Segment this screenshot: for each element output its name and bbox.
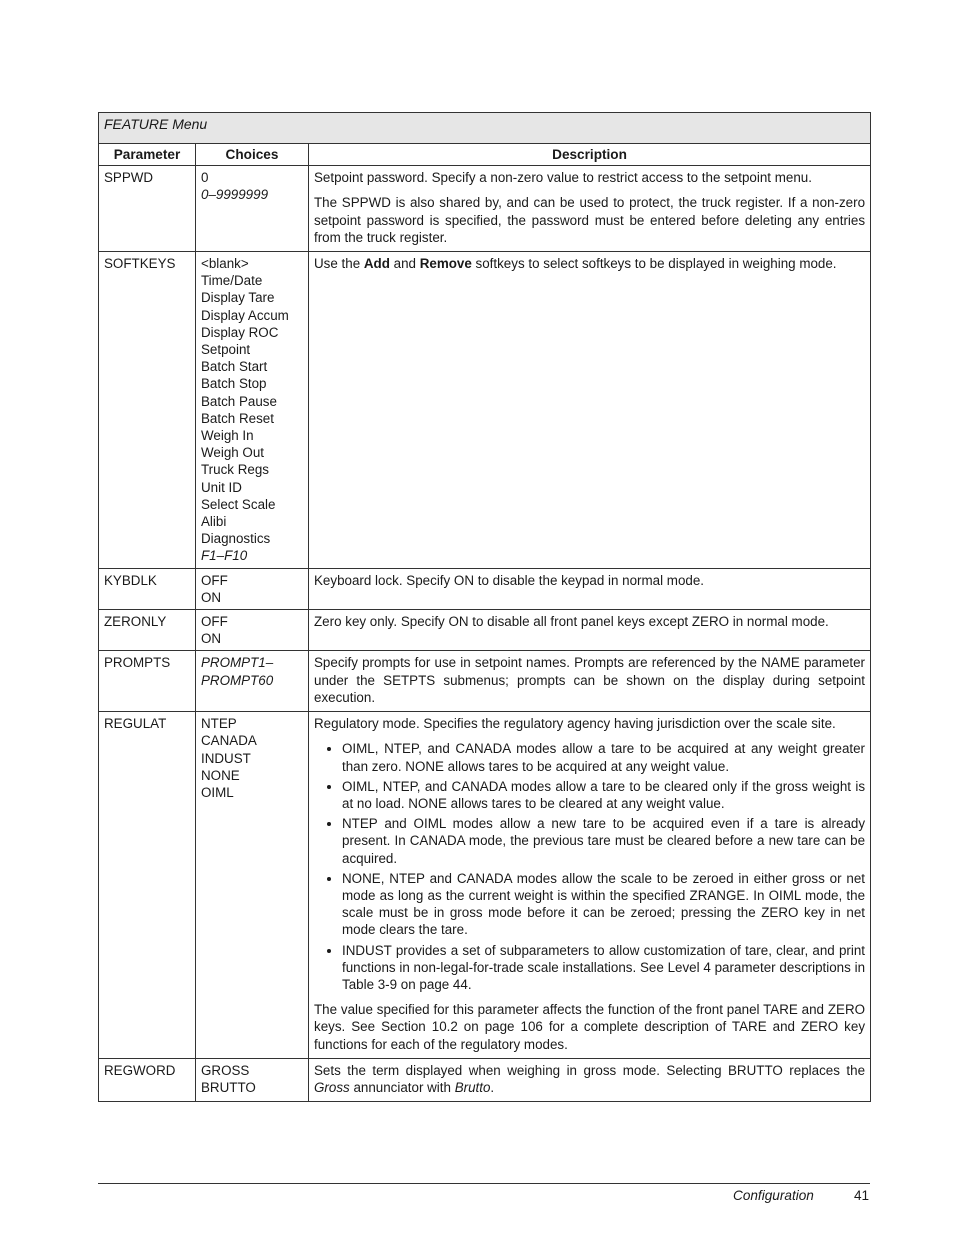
softkey-name: Add xyxy=(363,256,390,272)
parameter-cell: SPPWD xyxy=(99,166,196,252)
choice-value: Truck Regs xyxy=(201,462,269,478)
description-paragraph xyxy=(314,194,865,246)
description-text: Setpoint password. Specify a non-zero value to restrict access to the setpoint menu. xyxy=(314,170,812,186)
description-text: Sets the term displayed when weighing in gross mode. Selecting BRUTTO replaces the xyxy=(314,1062,866,1078)
description-text: and xyxy=(389,256,420,272)
parameter-cell: REGULAT xyxy=(99,712,196,1059)
description-text: The SPPWD is also shared by, and can be used to protect, the truck register. If a non-zero setpoint password is specified, the password must be entered before deleting any entries from the truck register. xyxy=(314,195,866,245)
parameter-cell: SOFTKEYS xyxy=(99,252,196,569)
choice-value: NONE xyxy=(201,767,240,783)
bullet-item: • OIML, NTEP, and CANADA modes allow a tare to be cleared only if the gross weight is at no load. NONE allows tares to be cleared at any weight value. xyxy=(342,778,865,812)
description-cell xyxy=(309,651,871,712)
choices-cell xyxy=(196,1058,309,1101)
column-header-description: Description xyxy=(309,144,871,166)
choice-value: INDUST xyxy=(201,750,251,766)
column-header-parameter: Parameter xyxy=(99,144,196,166)
description-text: Specify prompts for use in setpoint names. Prompts are referenced by the NAME parameter under the SETPTS submenus; prompts can be shown on the display during setpoint execution. xyxy=(314,655,866,705)
parameter-cell: PROMPTS xyxy=(99,651,196,712)
description-paragraph xyxy=(314,1062,865,1096)
choices-cell xyxy=(196,610,309,651)
column-header-choices: Choices xyxy=(196,144,309,166)
description-text: . xyxy=(490,1079,495,1095)
choice-value: BRUTTO xyxy=(201,1079,256,1095)
choice-value: ON xyxy=(201,631,222,647)
bullet-item: • NTEP and OIML modes allow a new tare to be acquired even if a tare is already present. In CANADA mode, the previous tare must be cleared before a new tare can be acquired. xyxy=(342,815,865,867)
choice-value: ON xyxy=(201,589,222,605)
description-cell xyxy=(309,166,871,252)
emphasized-term: Gross xyxy=(314,1079,350,1095)
page-number: 41 xyxy=(854,1188,870,1203)
choices-cell xyxy=(196,651,309,712)
table-title: FEATURE Menu xyxy=(99,113,871,144)
choice-value: Batch Pause xyxy=(201,393,277,409)
choice-value: Batch Stop xyxy=(201,376,267,392)
choice-value: PROMPT60 xyxy=(201,672,274,688)
description-text: Keyboard lock. Specify ON to disable the keypad in normal mode. xyxy=(314,572,705,588)
description-text: annunciator with xyxy=(349,1079,455,1095)
choice-value: Display Tare xyxy=(201,290,275,306)
description-cell xyxy=(309,568,871,609)
description-text: Regulatory mode. Specifies the regulatory agency having jurisdiction over the scale site. xyxy=(314,716,836,732)
description-paragraph xyxy=(314,255,865,272)
bullet-item: • INDUST provides a set of subparameters to allow customization of tare, clear, and print functions in non-legal-for-trade scale installations. See Level 4 parameter descriptions in Table 3-9 on page 44. xyxy=(342,942,865,994)
parameter-cell: REGWORD xyxy=(99,1058,196,1101)
choice-value: NTEP xyxy=(201,716,237,732)
description-cell xyxy=(309,610,871,651)
description-text: softkeys to select softkeys to be displayed in weighing mode. xyxy=(471,256,837,272)
table-body xyxy=(99,166,871,1102)
choice-value: OFF xyxy=(201,614,228,630)
description-paragraph xyxy=(314,572,865,589)
description-paragraph xyxy=(314,715,865,732)
table-row xyxy=(99,712,871,1059)
choice-value: GROSS xyxy=(201,1062,250,1078)
table-row xyxy=(99,252,871,569)
choice-value: Setpoint xyxy=(201,342,251,358)
choice-value: Select Scale xyxy=(201,496,276,512)
choice-value: Weigh Out xyxy=(201,445,265,461)
description-paragraph xyxy=(314,169,865,186)
table-row xyxy=(99,166,871,252)
description-cell xyxy=(309,712,871,1059)
bullet-list xyxy=(314,740,865,993)
choice-value: Batch Start xyxy=(201,359,268,375)
bullet-item: • OIML, NTEP, and CANADA modes allow a tare to be acquired at any weight greater than zero. NONE allows tares to be acquired at any weight value. xyxy=(342,740,865,774)
parameter-cell: ZERONLY xyxy=(99,610,196,651)
description-cell xyxy=(309,252,871,569)
choice-value: Display ROC xyxy=(201,324,279,340)
footer-divider xyxy=(98,1183,870,1184)
footer-section-name: Configuration xyxy=(733,1188,814,1203)
choice-value: OIML xyxy=(201,784,234,800)
choices-cell xyxy=(196,166,309,252)
description-cell xyxy=(309,1058,871,1101)
choice-value: CANADA xyxy=(201,733,257,749)
choices-cell xyxy=(196,252,309,569)
description-paragraph xyxy=(314,654,865,706)
description-text: The value specified for this parameter affects the function of the front panel TARE and ZERO keys. See Section 10.2 on page 106 for a complete description of TARE and ZERO key functions for each of the regulatory modes. xyxy=(314,1002,866,1052)
table-row xyxy=(99,610,871,651)
choice-value: OFF xyxy=(201,572,228,588)
description-text: Zero key only. Specify ON to disable all front panel keys except ZERO in normal mode. xyxy=(314,614,829,630)
choice-value: F1–F10 xyxy=(201,548,248,564)
choice-value: <blank> xyxy=(201,256,249,272)
softkey-name: Remove xyxy=(419,256,472,272)
table-row xyxy=(99,568,871,609)
choice-value: Batch Reset xyxy=(201,410,274,426)
choice-value: Display Accum xyxy=(201,307,289,323)
choices-cell xyxy=(196,568,309,609)
description-text: Use the xyxy=(314,256,364,272)
description-paragraph xyxy=(314,613,865,630)
choice-value: Weigh In xyxy=(201,428,254,444)
bullet-item: • NONE, NTEP and CANADA modes allow the scale to be zeroed in either gross or net mode as long as the current weight is within the specified ZRANGE. In OIML mode, the scale must be in gross mode before it can be zeroed; pressing the ZERO key in net mode clears the tare. xyxy=(342,870,865,939)
choice-value: Diagnostics xyxy=(201,531,271,547)
choice-value: 0 xyxy=(201,170,209,186)
feature-menu-table xyxy=(98,112,871,1102)
description-paragraph xyxy=(314,1001,865,1053)
choice-value: Alibi xyxy=(201,514,227,530)
choice-value: PROMPT1– xyxy=(201,655,274,671)
parameter-cell: KYBDLK xyxy=(99,568,196,609)
emphasized-term: Brutto xyxy=(454,1079,491,1095)
table-row xyxy=(99,651,871,712)
choice-value: 0–9999999 xyxy=(201,187,269,203)
choice-value: Time/Date xyxy=(201,273,263,289)
choices-cell xyxy=(196,712,309,1059)
table-row xyxy=(99,1058,871,1101)
choice-value: Unit ID xyxy=(201,479,242,495)
